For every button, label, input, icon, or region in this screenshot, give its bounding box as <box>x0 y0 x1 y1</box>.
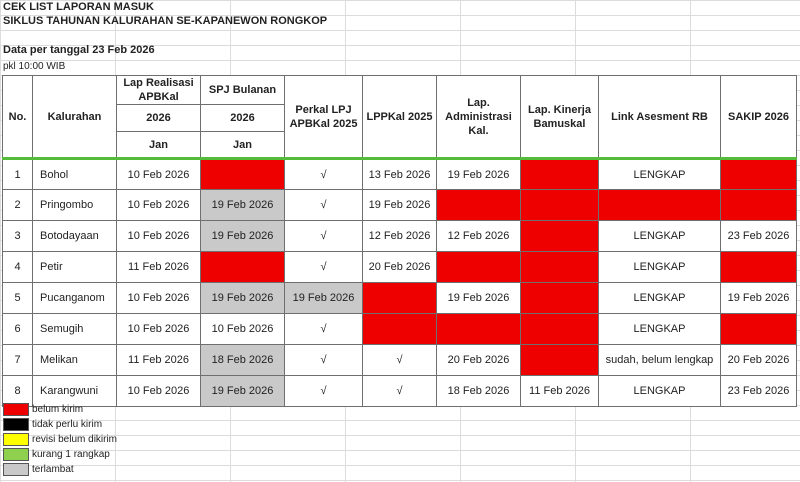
cell-perkal: √ <box>285 159 363 190</box>
cell-spj: 19 Feb 2026 <box>201 190 285 221</box>
cell-lap-realisasi: 10 Feb 2026 <box>117 159 201 190</box>
cell-lppkal: 20 Feb 2026 <box>363 252 437 283</box>
header-lap-kinerja: Lap. Kinerja Bamuskal <box>521 76 599 159</box>
legend-item <box>3 417 117 432</box>
cell-lppkal <box>363 283 437 314</box>
cell-no: 2 <box>3 190 33 221</box>
cell-no: 4 <box>3 252 33 283</box>
cell-link-rb: LENGKAP <box>599 221 721 252</box>
cell-lap-realisasi: 10 Feb 2026 <box>117 376 201 407</box>
header-spj: SPJ Bulanan <box>201 76 285 105</box>
cell-perkal: √ <box>285 376 363 407</box>
legend-swatch <box>3 403 29 416</box>
cell-sakip <box>721 314 797 345</box>
cell-lap-admin <box>437 252 521 283</box>
table-row <box>3 221 797 252</box>
header-perkal: Perkal LPJ APBKal 2025 <box>285 76 363 159</box>
header-lap-month: Jan <box>117 132 201 159</box>
cell-kalurahan: Pringombo <box>33 190 117 221</box>
cell-sakip: 19 Feb 2026 <box>721 283 797 314</box>
cell-lppkal: 12 Feb 2026 <box>363 221 437 252</box>
cell-kalurahan: Karangwuni <box>33 376 117 407</box>
legend-label: terlambat <box>32 464 74 475</box>
cell-lppkal: √ <box>363 345 437 376</box>
cell-lap-admin <box>437 314 521 345</box>
cell-perkal: √ <box>285 221 363 252</box>
cell-lppkal: √ <box>363 376 437 407</box>
table-row <box>3 159 797 190</box>
cell-lap-realisasi: 10 Feb 2026 <box>117 314 201 345</box>
cell-kalurahan: Bohol <box>33 159 117 190</box>
cell-lppkal <box>363 314 437 345</box>
cell-perkal: √ <box>285 190 363 221</box>
cell-perkal: √ <box>285 252 363 283</box>
cell-spj: 10 Feb 2026 <box>201 314 285 345</box>
cell-lap-admin: 18 Feb 2026 <box>437 376 521 407</box>
cell-kalurahan: Melikan <box>33 345 117 376</box>
cell-lap-realisasi: 11 Feb 2026 <box>117 252 201 283</box>
cell-lap-realisasi: 10 Feb 2026 <box>117 283 201 314</box>
title-line-1: CEK LIST LAPORAN MASUK <box>3 1 154 13</box>
cell-sakip <box>721 252 797 283</box>
cell-perkal: √ <box>285 345 363 376</box>
cell-lap-realisasi: 10 Feb 2026 <box>117 190 201 221</box>
report-time: pkl 10:00 WIB <box>3 61 66 72</box>
cell-spj: 18 Feb 2026 <box>201 345 285 376</box>
legend <box>3 402 117 477</box>
cell-sakip: 23 Feb 2026 <box>721 376 797 407</box>
checklist-table <box>2 75 797 407</box>
header-lap-admin: Lap. Administrasi Kal. <box>437 76 521 159</box>
table-row <box>3 283 797 314</box>
cell-lap-kinerja <box>521 345 599 376</box>
cell-sakip: 23 Feb 2026 <box>721 221 797 252</box>
cell-kalurahan: Petir <box>33 252 117 283</box>
legend-item <box>3 432 117 447</box>
cell-kalurahan: Botodayaan <box>33 221 117 252</box>
cell-no: 7 <box>3 345 33 376</box>
cell-lap-kinerja <box>521 221 599 252</box>
cell-no: 6 <box>3 314 33 345</box>
header-spj-year: 2026 <box>201 105 285 132</box>
cell-link-rb: LENGKAP <box>599 376 721 407</box>
cell-sakip <box>721 159 797 190</box>
cell-spj: 19 Feb 2026 <box>201 221 285 252</box>
cell-lap-admin: 20 Feb 2026 <box>437 345 521 376</box>
cell-link-rb: LENGKAP <box>599 314 721 345</box>
header-lap-year: 2026 <box>117 105 201 132</box>
header-no: No. <box>3 76 33 159</box>
legend-label: revisi belum dikirim <box>32 434 118 445</box>
legend-item <box>3 402 117 417</box>
cell-spj: 19 Feb 2026 <box>201 283 285 314</box>
legend-item <box>3 447 117 462</box>
cell-link-rb <box>599 190 721 221</box>
cell-no: 1 <box>3 159 33 190</box>
legend-swatch <box>3 418 29 431</box>
cell-lap-realisasi: 11 Feb 2026 <box>117 345 201 376</box>
cell-link-rb: LENGKAP <box>599 159 721 190</box>
header-lppkal: LPPKal 2025 <box>363 76 437 159</box>
cell-spj <box>201 252 285 283</box>
data-date: Data per tanggal 23 Feb 2026 <box>3 44 155 56</box>
header-lap-realisasi: Lap Realisasi APBKal <box>117 76 201 105</box>
title-line-2: SIKLUS TAHUNAN KALURAHAN SE-KAPANEWON RONGKOP <box>3 15 328 27</box>
cell-lap-kinerja <box>521 252 599 283</box>
cell-link-rb: sudah, belum lengkap <box>599 345 721 376</box>
legend-label: belum kirim <box>32 404 84 415</box>
cell-lap-kinerja: 11 Feb 2026 <box>521 376 599 407</box>
cell-no: 3 <box>3 221 33 252</box>
legend-label: tidak perlu kirim <box>32 419 103 430</box>
cell-lap-admin: 12 Feb 2026 <box>437 221 521 252</box>
cell-perkal: √ <box>285 314 363 345</box>
cell-kalurahan: Semugih <box>33 314 117 345</box>
legend-item <box>3 462 117 477</box>
header-sakip: SAKIP 2026 <box>721 76 797 159</box>
cell-lap-kinerja <box>521 314 599 345</box>
table-row <box>3 376 797 407</box>
cell-sakip <box>721 190 797 221</box>
table-row <box>3 314 797 345</box>
header-spj-month: Jan <box>201 132 285 159</box>
legend-swatch <box>3 463 29 476</box>
cell-spj: 19 Feb 2026 <box>201 376 285 407</box>
cell-no: 8 <box>3 376 33 407</box>
cell-lap-admin: 19 Feb 2026 <box>437 283 521 314</box>
table-row <box>3 252 797 283</box>
header-link-rb: Link Asesment RB <box>599 76 721 159</box>
cell-lppkal: 19 Feb 2026 <box>363 190 437 221</box>
cell-link-rb: LENGKAP <box>599 283 721 314</box>
cell-sakip: 20 Feb 2026 <box>721 345 797 376</box>
table-row <box>3 345 797 376</box>
cell-lppkal: 13 Feb 2026 <box>363 159 437 190</box>
table-row <box>3 190 797 221</box>
cell-lap-kinerja <box>521 159 599 190</box>
cell-lap-admin <box>437 190 521 221</box>
cell-lap-kinerja <box>521 190 599 221</box>
cell-link-rb: LENGKAP <box>599 252 721 283</box>
cell-spj <box>201 159 285 190</box>
header-kalurahan: Kalurahan <box>33 76 117 159</box>
cell-lap-admin: 19 Feb 2026 <box>437 159 521 190</box>
cell-lap-realisasi: 10 Feb 2026 <box>117 221 201 252</box>
legend-swatch <box>3 433 29 446</box>
cell-lap-kinerja <box>521 283 599 314</box>
cell-kalurahan: Pucanganom <box>33 283 117 314</box>
legend-swatch <box>3 448 29 461</box>
cell-no: 5 <box>3 283 33 314</box>
cell-perkal: 19 Feb 2026 <box>285 283 363 314</box>
legend-label: kurang 1 rangkap <box>32 449 110 460</box>
